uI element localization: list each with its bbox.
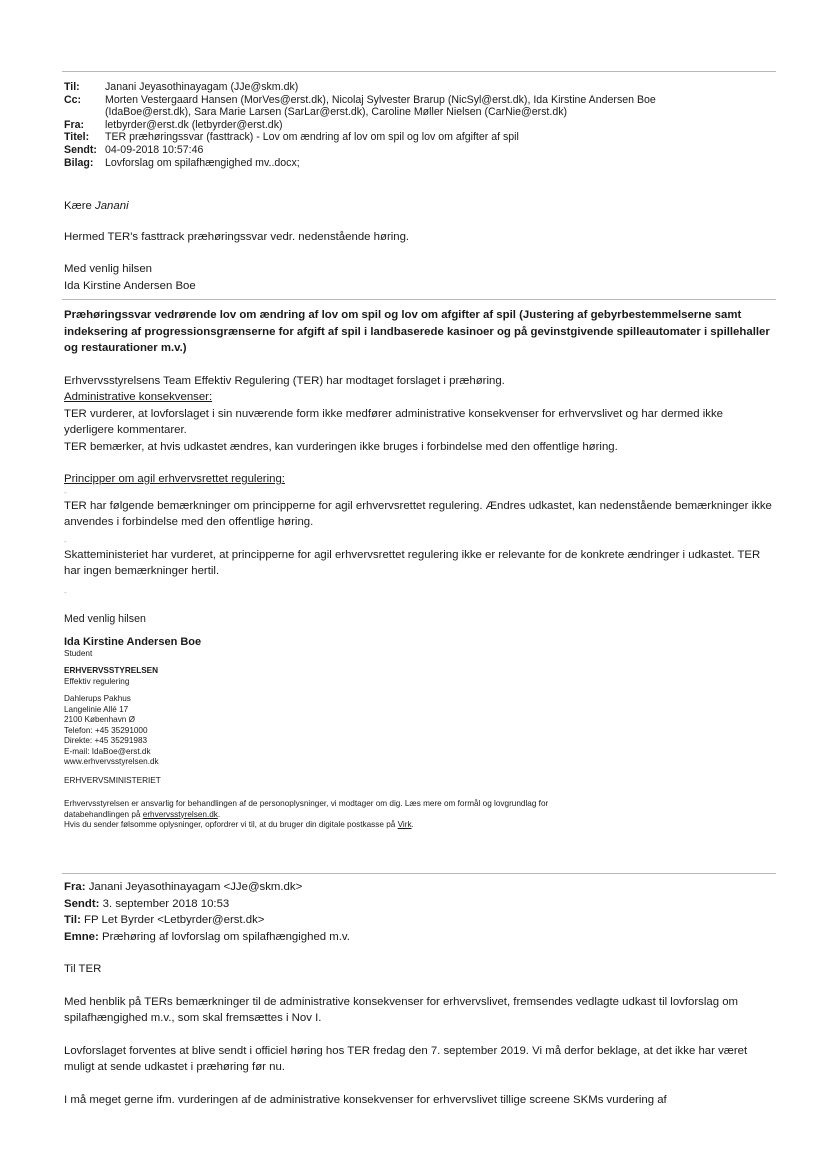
privacy-line-2: [64, 810, 764, 821]
header-to-row: [64, 81, 784, 94]
signature-address-3: 2100 København Ø: [64, 715, 136, 724]
salutation-prefix: Kære: [64, 200, 92, 212]
erhvervsstyrelsen-link[interactable]: erhvervsstyrelsen.dk: [142, 809, 218, 819]
signature-address-2: Langelinie Allé 17: [64, 704, 129, 714]
fwd-sent: [64, 896, 774, 913]
privacy-line-1: Erhvervsstyrelsen er ansvarlig for behandlingen af de personoplysninger, vi modtager om dig. Læs mere om formål og lovgrundlag for: [64, 799, 549, 808]
response-block: [64, 307, 774, 598]
signature-regards: Med venlig hilsen: [64, 613, 146, 625]
admin-heading: Administrative konsekvenser:: [64, 391, 213, 403]
fwd-to-value: FP Let Byrder <Letbyrder@erst.dk>: [84, 914, 265, 926]
salutation: [64, 198, 774, 215]
admin-note: TER bemærker, at hvis udkastet ændres, kan vurderingen ikke bruges i forbindelse med den offentlige høring.: [64, 440, 618, 453]
fwd-paragraph-3: I må meget gerne ifm. vurderingen af de administrative konsekvenser for erhvervslivet tillige screene SKMs vurdering af: [64, 1093, 667, 1106]
signature-org: ERHVERVSSTYRELSEN: [64, 666, 159, 675]
fwd-subject: [64, 929, 774, 946]
header-top-divider: [62, 71, 776, 72]
intro-line: Hermed TER's fasttrack præhøringssvar vedr. nedenstående høring.: [64, 230, 410, 243]
fwd-sent-value: 3. september 2018 10:53: [102, 897, 230, 910]
sent-label: Sendt:: [64, 143, 97, 156]
attachment-label: Bilag:: [64, 156, 94, 169]
signature-direct: Direkte: +45 35291983: [64, 736, 148, 745]
signature-name: Ida Kirstine Andersen Boe: [64, 635, 202, 648]
response-received: Erhvervsstyrelsens Team Effektiv Regulering (TER) har modtaget forslaget i præhøring.: [64, 374, 505, 387]
signature-block: [64, 614, 764, 831]
fwd-from-label: Fra:: [64, 881, 86, 893]
from-label: Fra:: [64, 118, 85, 131]
attachment-value: Lovforslag om spilafhængighed mv..docx;: [105, 156, 300, 169]
header-cc-row: [64, 94, 784, 119]
fwd-from-value: Janani Jeyasothinayagam <JJe@skm.dk>: [88, 881, 303, 893]
signature-role: Student: [64, 648, 93, 658]
header-attachment-row: [64, 157, 784, 170]
virk-link[interactable]: Virk: [397, 820, 412, 829]
agile-assessment: Skatteministeriet har vurderet, at principperne for agil erhvervsrettet regulering ikke er relevante for de konkrete ændringer i udkastet. TER har ingen bemærkninger hertil.: [64, 548, 761, 577]
bullet-dot: -: [64, 587, 67, 597]
to-value: Janani Jeyasothinayagam (JJe@skm.dk): [105, 81, 299, 93]
cc-value: [105, 94, 784, 119]
fwd-subject-value: Præhøring af lovforslag om spilafhængighed m.v.: [101, 930, 350, 943]
fwd-greeting: Til TER: [64, 963, 102, 975]
signature-web[interactable]: www.erhvervsstyrelsen.dk: [64, 757, 159, 766]
email-header: [64, 81, 784, 169]
response-title: Præhøringssvar vedrørende lov om ændring af lov om spil og lov om afgifter af spil (Justering af gebyrbestemmelserne samt indeksering af progressionsgrænserne for afgift af spil i landbaserede kasinoer og på gevinstgivende spilleautomater i spillehaller og restaurationer m.v.): [64, 309, 770, 354]
cc-line-1: Morten Vestergaard Hansen (MorVes@erst.dk), Nicolaj Sylvester Brarup (NicSyl@erst.dk), Ida Kirstine Andersen Boe: [105, 93, 656, 106]
signature-address-1: Dahlerups Pakhus: [64, 694, 131, 703]
fwd-to-label: Til:: [64, 914, 81, 926]
privacy-line-2-end: .: [217, 809, 221, 819]
signature-phone: Telefon: +45 35291000: [64, 725, 148, 735]
intro-block: [64, 198, 774, 294]
privacy-line-3-end: .: [411, 820, 414, 829]
header-from-row: [64, 119, 784, 132]
bullet-dot: -: [64, 487, 67, 497]
agile-text: TER har følgende bemærkninger om principperne for agil erhvervsrettet regulering. Ændres udkastet, kan nedenstående bemærkninger ikke anvendes i forbindelse med den offentlige høring.: [64, 499, 772, 528]
from-value: letbyrder@erst.dk (letbyrder@erst.dk): [105, 118, 283, 131]
response-divider: [62, 299, 776, 300]
privacy-line-3-text: Hvis du sender følsomme oplysninger, opfordrer vi til, at du bruger din digitale postkasse på: [64, 820, 396, 829]
intro-regards: Med venlig hilsen: [64, 263, 153, 275]
header-subject-row: [64, 131, 784, 144]
fwd-subject-label: Emne:: [64, 930, 99, 943]
fwd-from: [64, 879, 774, 896]
fwd-paragraph-2: Lovforslaget forventes at blive sendt i officiel høring hos TER fredag den 7. september 2019. Vi må derfor beklage, at det ikke har været muligt at sende udkastet i præhøring før nu.: [64, 1044, 748, 1073]
signature-ministry: ERHVERVSMINISTERIET: [64, 775, 161, 785]
sent-value: 04-09-2018 10:57:46: [105, 143, 204, 156]
fwd-to: [64, 912, 774, 929]
signature-email: E-mail: IdaBoe@erst.dk: [64, 746, 151, 756]
signature-unit: Effektiv regulering: [64, 676, 130, 686]
admin-text: TER vurderer, at lovforslaget i sin nuværende form ikke medfører administrative konsekvenser for erhvervslivet og har dermed ikke yderligere kommentarer.: [64, 407, 724, 436]
forwarded-message: [64, 879, 774, 1108]
intro-name: Ida Kirstine Andersen Boe: [64, 279, 196, 292]
privacy-line-2-text: databehandlingen på: [64, 809, 141, 819]
cc-label: Cc:: [64, 93, 82, 106]
subject-label: Titel:: [64, 131, 90, 144]
header-sent-row: [64, 144, 784, 157]
bullet-dot: -: [64, 536, 67, 546]
agile-heading: Principper om agil erhvervsrettet regulering:: [64, 473, 285, 485]
to-label: Til:: [64, 81, 80, 93]
cc-line-2: (IdaBoe@erst.dk), Sara Marie Larsen (SarLar@erst.dk), Caroline Møller Nielsen (CarNie@erst.dk): [105, 106, 568, 119]
salutation-name: Janani: [95, 200, 129, 212]
subject-value: TER præhøringssvar (fasttrack) - Lov om ændring af lov om spil og lov om afgifter af spil: [105, 131, 519, 144]
fwd-sent-label: Sendt:: [64, 897, 100, 910]
forwarded-divider: [62, 873, 776, 874]
fwd-paragraph-1: Med henblik på TERs bemærkninger til de administrative konsekvenser for erhvervslivet, fremsendes vedlagte udkast til lovforslag om spilafhængighed m.v., som skal fremsættes i Nov I.: [64, 995, 739, 1024]
privacy-line-3: [64, 820, 764, 831]
